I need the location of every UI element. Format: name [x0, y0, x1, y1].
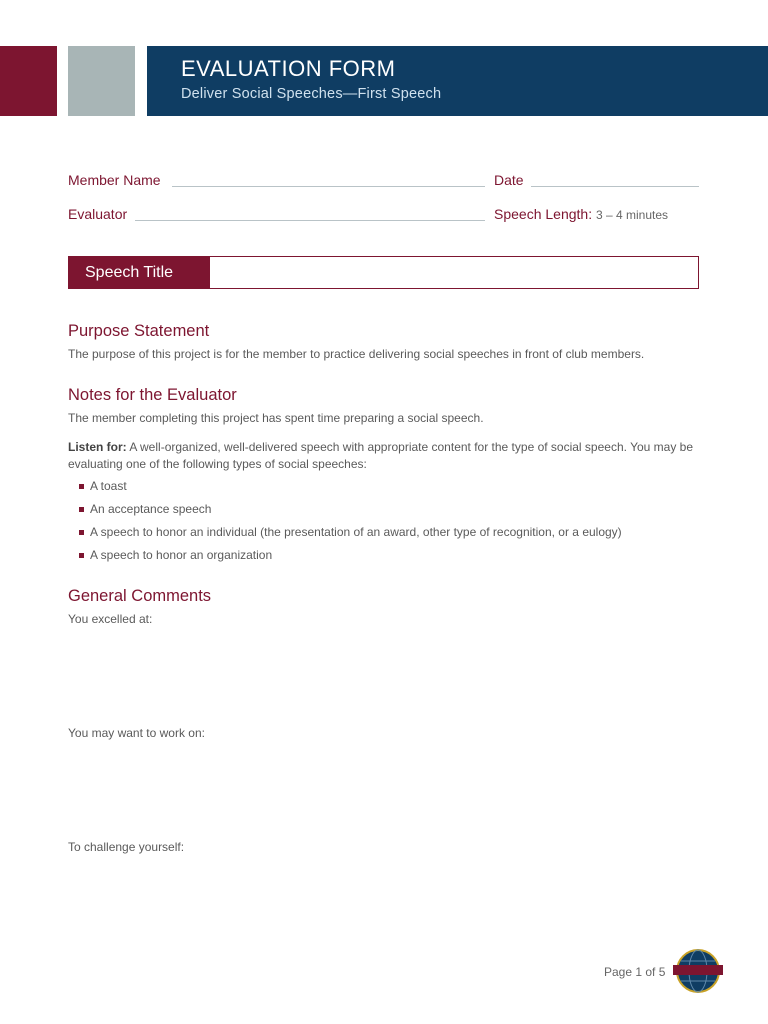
excelled-at-area[interactable]	[68, 630, 699, 720]
list-item	[68, 478, 708, 501]
globe-logo-icon	[672, 947, 724, 995]
listen-for-label: Listen for:	[68, 440, 127, 454]
date-label: Date	[494, 172, 524, 188]
list-item-text: A toast	[90, 479, 127, 493]
work-on-area[interactable]	[68, 744, 699, 834]
general-comments-heading: General Comments	[68, 587, 212, 605]
list-item-text: An acceptance speech	[90, 502, 212, 516]
evaluator-label: Evaluator	[68, 206, 128, 222]
purpose-heading: Purpose Statement	[68, 322, 210, 340]
list-item	[68, 524, 708, 547]
bullet-square-icon	[79, 484, 84, 489]
purpose-text: The purpose of this project is for the member to practice delivering social speeches in front of club members.	[68, 347, 645, 361]
listen-for-text: A well-organized, well-delivered speech with appropriate content for the type of social speech. You may be evaluating one of the following types of social speeches:	[68, 440, 694, 471]
list-item	[68, 501, 708, 524]
notes-heading: Notes for the Evaluator	[68, 386, 237, 404]
page-number: Page 1 of 5	[604, 965, 666, 979]
speech-length-row	[494, 206, 668, 222]
notes-text: The member completing this project has spent time preparing a social speech.	[68, 411, 484, 425]
listen-for-paragraph	[68, 439, 704, 473]
member-name-field[interactable]	[172, 186, 485, 187]
speech-title-box	[68, 256, 699, 289]
header-red-block	[0, 46, 57, 116]
challenge-area[interactable]	[68, 858, 699, 943]
speech-title-field[interactable]	[210, 257, 698, 288]
work-on-label: You may want to work on:	[68, 726, 205, 740]
bullet-square-icon	[79, 507, 84, 512]
list-item	[68, 547, 708, 570]
speech-length-label: Speech Length:	[494, 206, 593, 222]
list-item-text: A speech to honor an individual (the presentation of an award, other type of recognition, or a eulogy)	[90, 525, 622, 539]
speech-title-label: Speech Title	[69, 257, 210, 288]
challenge-label: To challenge yourself:	[68, 840, 185, 854]
bullet-square-icon	[79, 530, 84, 535]
excelled-at-label: You excelled at:	[68, 612, 153, 626]
date-field[interactable]	[531, 186, 699, 187]
bullet-square-icon	[79, 553, 84, 558]
speech-types-list	[68, 478, 708, 570]
speech-length-value: 3 – 4 minutes	[595, 208, 669, 222]
toastmasters-logo	[672, 947, 724, 995]
evaluator-field[interactable]	[135, 220, 485, 221]
member-name-label: Member Name	[68, 172, 161, 188]
list-item-text: A speech to honor an organization	[90, 548, 273, 562]
form-title: EVALUATION FORM	[181, 56, 396, 81]
form-subtitle: Deliver Social Speeches—First Speech	[181, 86, 442, 102]
header-gray-block	[68, 46, 135, 116]
